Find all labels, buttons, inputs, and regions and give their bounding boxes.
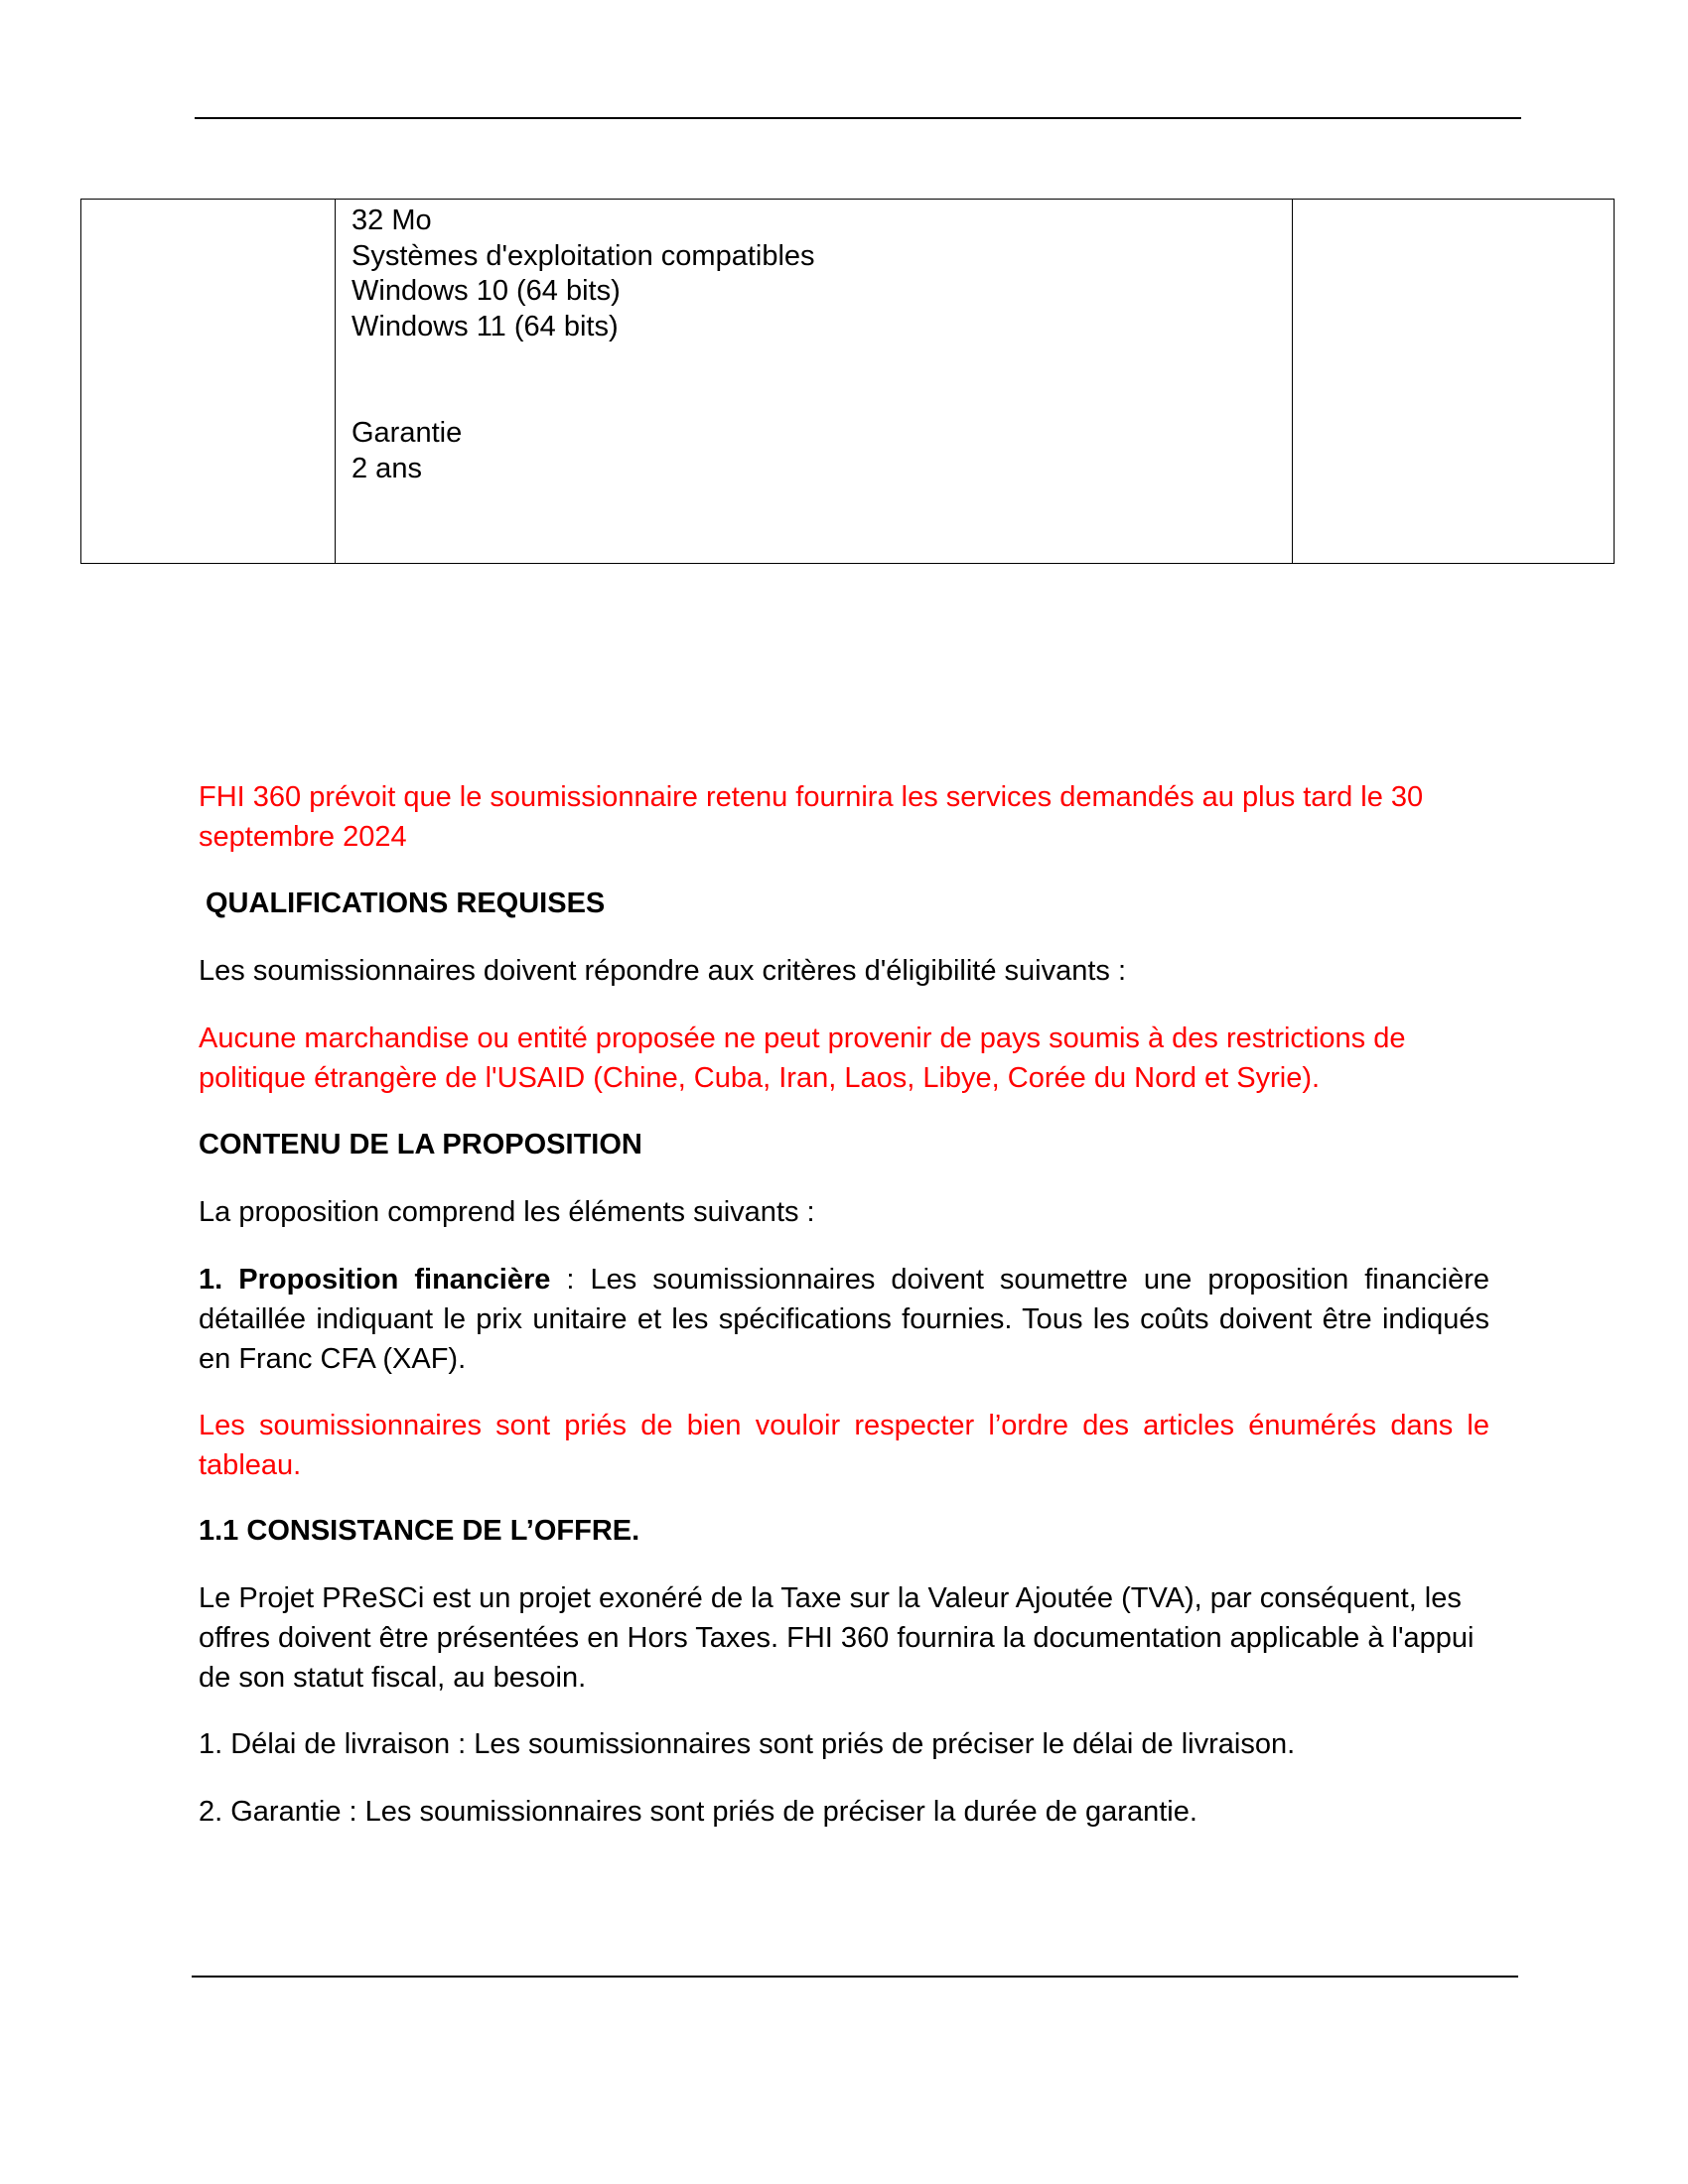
warranty-value: 2 ans — [352, 452, 422, 484]
specifications-text — [336, 200, 1292, 486]
table-row — [81, 200, 1615, 564]
eligibility-intro: Les soumissionnaires doivent répondre aux critères d'éligibilité suivants : — [199, 955, 1127, 987]
table-cell-item — [81, 200, 336, 564]
delivery-notice: FHI 360 prévoit que le soumissionnaire retenu fournira les services demandés au plus tard le 30 septembre 2024 — [199, 781, 1424, 853]
spec-line: Windows 10 (64 bits) — [352, 275, 621, 307]
offer-heading: 1.1 CONSISTANCE DE L’OFFRE. — [199, 1515, 640, 1547]
financial-proposal-text: : Les soumissionnaires doivent soumettre une proposition financière détaillée indiquant le prix unitaire et les spécifications fournies. Tous les coûts doivent être indiqués en Franc CFA (XAF). — [199, 1264, 1489, 1375]
content-heading: CONTENU DE LA PROPOSITION — [199, 1129, 642, 1160]
spec-line: Systèmes d'exploitation compatibles — [352, 239, 815, 272]
spec-line: Windows 11 (64 bits) — [352, 310, 619, 342]
restriction-notice: Aucune marchandise ou entité proposée ne peut provenir de pays soumis à des restrictions de politique étrangère de l'USAID (Chine, Cuba, Iran, Laos, Libye, Corée du Nord et Syrie). — [199, 1023, 1406, 1094]
warranty-item: 2. Garantie : Les soumissionnaires sont priés de préciser la durée de garantie. — [199, 1796, 1197, 1828]
table-cell-specifications — [336, 200, 1293, 564]
delivery-item: 1. Délai de livraison : Les soumissionnaires sont priés de préciser le délai de livraison. — [199, 1728, 1296, 1760]
content-intro: La proposition comprend les éléments suivants : — [199, 1196, 815, 1228]
specification-table — [80, 199, 1615, 564]
financial-proposal-label: 1. Proposition financière — [199, 1264, 551, 1296]
table-cell-response — [1293, 200, 1615, 564]
header-rule — [195, 117, 1521, 119]
warranty-label: Garantie — [352, 417, 463, 449]
qualifications-heading: QUALIFICATIONS REQUISES — [206, 887, 606, 919]
footer-rule — [192, 1976, 1518, 1978]
financial-proposal-paragraph — [199, 1260, 1489, 1379]
offer-text: Le Projet PReSCi est un projet exonéré de la Taxe sur la Valeur Ajoutée (TVA), par conséquent, les offres doivent être présentées en Hors Taxes. FHI 360 fournira la documentation applicable à l'appui de son statut fiscal, au besoin. — [199, 1582, 1475, 1694]
order-notice: Les soumissionnaires sont priés de bien vouloir respecter l’ordre des articles énumérés dans le tableau. — [199, 1410, 1489, 1481]
spec-line: 32 Mo — [352, 205, 432, 236]
